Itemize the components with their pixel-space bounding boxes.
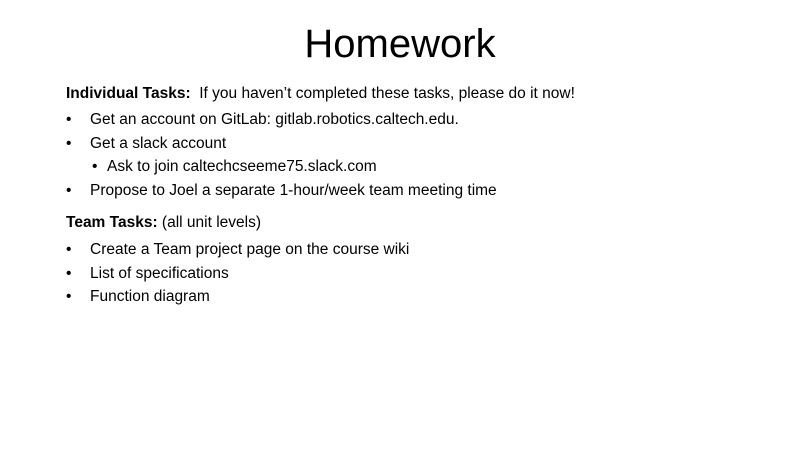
bullet-icon: • (66, 241, 72, 258)
list-item-text: Function diagram (90, 288, 210, 305)
bullet-icon: • (66, 111, 72, 128)
bullet-icon: • (66, 288, 72, 305)
bullet-icon: • (92, 158, 98, 175)
list-item-text: Propose to Joel a separate 1-hour/week team meeting time (90, 181, 497, 199)
team-tasks-label: Team Tasks: (66, 214, 158, 231)
individual-tasks-heading (66, 84, 575, 104)
bullet-icon: • (66, 181, 72, 199)
bullet-icon: • (66, 264, 72, 282)
bullet-icon: • (66, 134, 72, 152)
list-item-text: List of specifications (90, 264, 229, 282)
slide-title: Homework (304, 22, 496, 66)
list-item-text: Get an account on GitLab: gitlab.robotics.caltech.edu. (90, 111, 459, 128)
individual-tasks-label: Individual Tasks: (66, 85, 191, 102)
individual-tasks-note: If you haven’t completed these tasks, please do it now! (199, 85, 575, 102)
team-tasks-note: (all unit levels) (161, 214, 261, 231)
team-tasks-heading (66, 213, 261, 233)
list-item-text: Ask to join caltechcseeme75.slack.com (107, 158, 377, 175)
list-item-text: Get a slack account (90, 134, 227, 152)
list-item-text: Create a Team project page on the course wiki (90, 241, 410, 258)
